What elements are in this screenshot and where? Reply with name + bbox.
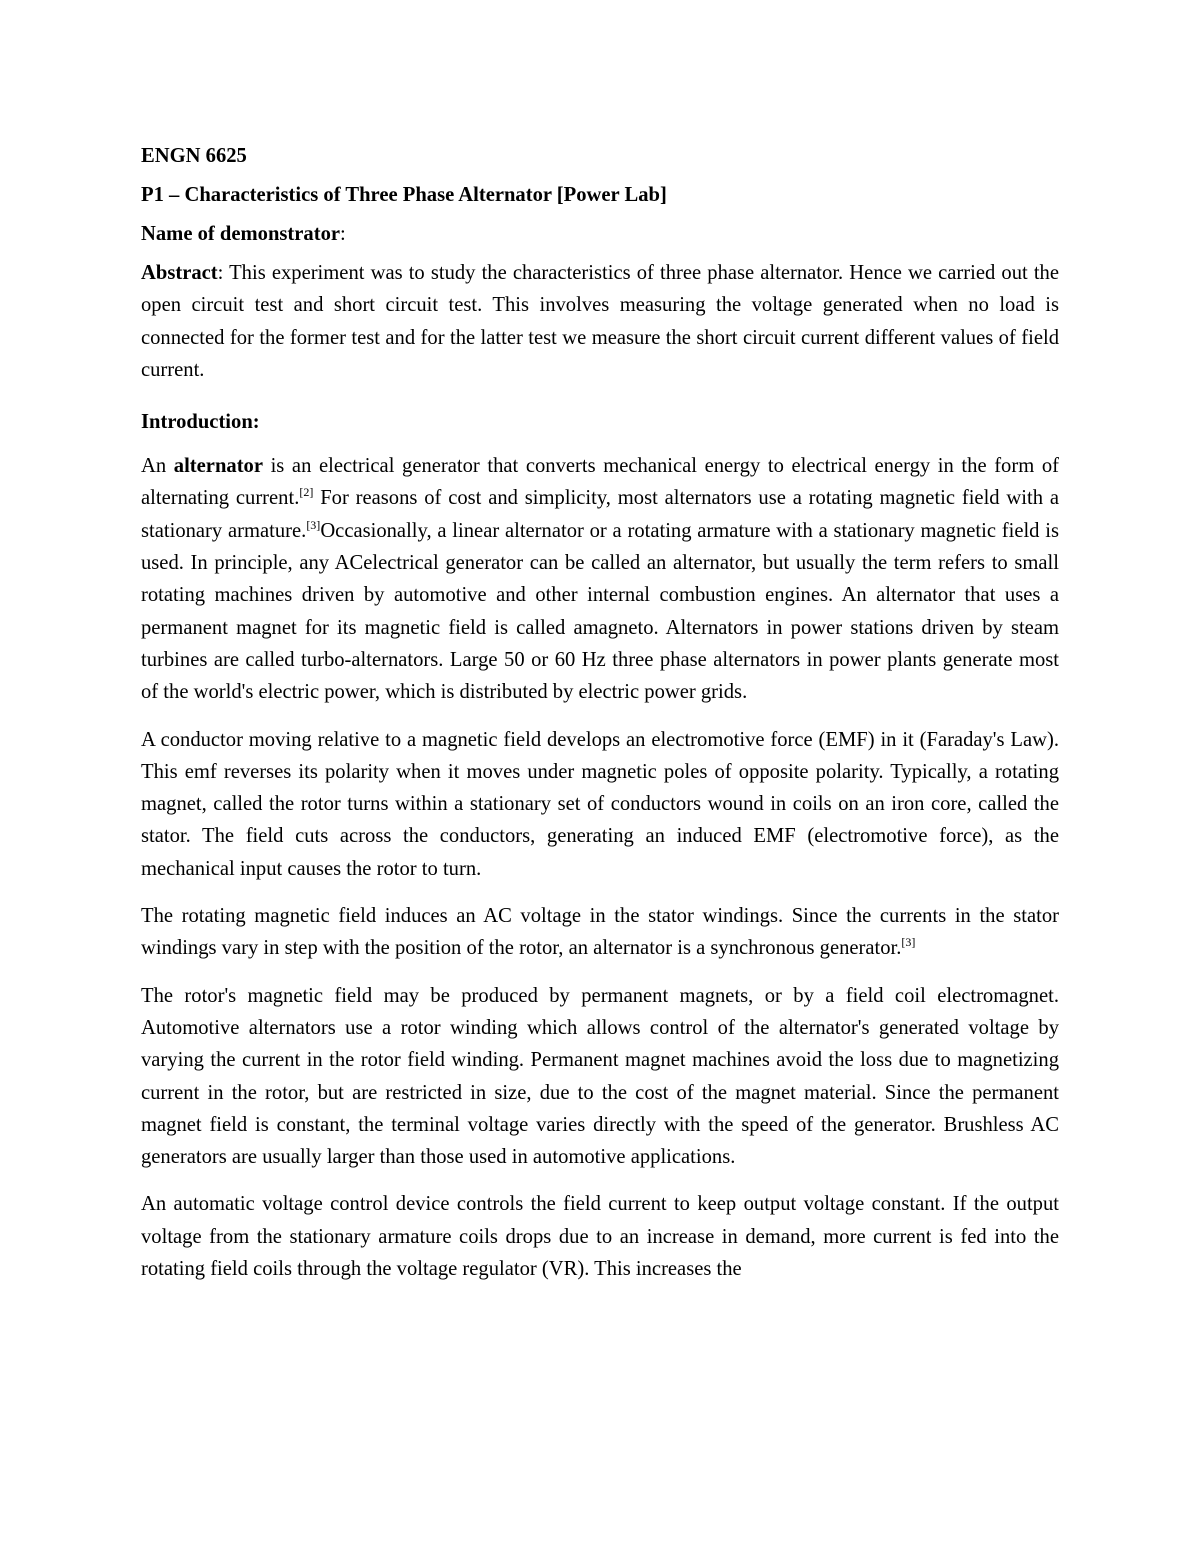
abstract-label: Abstract (141, 262, 218, 284)
abstract-paragraph (141, 257, 1059, 386)
abstract-text: : This experiment was to study the characteristics of three phase alternator. Hence we carried out the open circuit test and short circuit test. This involves measuring the voltage generated when no load is connected for the former test and for the latter test we measure the short circuit current different values of field current. (141, 262, 1059, 381)
intro-p1-text-c: Occasionally, a linear alternator or a rotating armature with a stationary magnetic field is used. In principle, any ACelectrical generator can be called an alternator, but usually the term refers to small rotating machines driven by automotive and other internal combustion engines. An alternator that uses a permanent magnet for its magnetic field is called amagneto. Alternators in power stations driven by steam turbines are called turbo-alternators. Large 50 or 60 Hz three phase alternators in power plants generate most of the world's electric power, which is distributed by electric power grids. (141, 519, 1059, 704)
introduction-heading: Introduction: (141, 411, 260, 434)
intro-paragraph-3 (141, 900, 1059, 965)
document-title: P1 – Characteristics of Three Phase Alternator [Power Lab] (141, 184, 667, 206)
intro-paragraph-2: A conductor moving relative to a magnetic field develops an electromotive force (EMF) in it (Faraday's Law). This emf reverses its polarity when it moves under magnetic poles of opposite polarity. Typically, a rotating magnet, called the rotor turns within a stationary set of conductors wound in coils on an iron core, called the stator. The field cuts across the conductors, generating an induced EMF (electromotive force), as the mechanical input causes the rotor to turn. (141, 728, 1059, 880)
intro-paragraph-5: An automatic voltage control device controls the field current to keep output voltage constant. If the output voltage from the stationary armature coils drops due to an increase in demand, more current is fed into the rotating field coils through the voltage regulator (VR). This increases the (141, 1193, 1059, 1281)
demonstrator-line (141, 218, 1059, 250)
citation-3: [3] (306, 517, 321, 532)
intro-p1-lead: An (141, 455, 174, 478)
demonstrator-label: Name of demonstrator (141, 223, 341, 245)
intro-p1-text-a: is an electrical generator that converts mechanical energy to electrical energy in the form of alternating current. (141, 455, 1059, 510)
intro-paragraph-1 (141, 450, 1059, 708)
citation-3b: [3] (901, 935, 916, 950)
intro-p3-text: The rotating magnetic field induces an AC voltage in the stator windings. Since the currents in the stator windings vary in step with the position of the rotor, an alternator is a synchronous generator. (141, 905, 1059, 960)
course-code: ENGN 6625 (141, 145, 247, 167)
document-body (141, 140, 1059, 1300)
citation-2: [2] (299, 485, 314, 500)
intro-p1-text-b: For reasons of cost and simplicity, most alternators use a rotating magnetic field with a stationary armature. (141, 487, 1060, 542)
demonstrator-colon: : (340, 223, 346, 245)
intro-paragraph-4: The rotor's magnetic field may be produced by permanent magnets, or by a field coil electromagnet. Automotive alternators use a rotor winding which allows control of the alternator's generated voltage by varying the current in the rotor field winding. Permanent magnet machines avoid the loss due to magnetizing current in the rotor, but are restricted in size, due to the cost of the magnet material. Since the permanent magnet field is constant, the terminal voltage varies directly with the speed of the generator. Brushless AC generators are usually larger than those used in automotive applications. (141, 984, 1059, 1169)
intro-p1-bold-term: alternator (173, 455, 263, 478)
